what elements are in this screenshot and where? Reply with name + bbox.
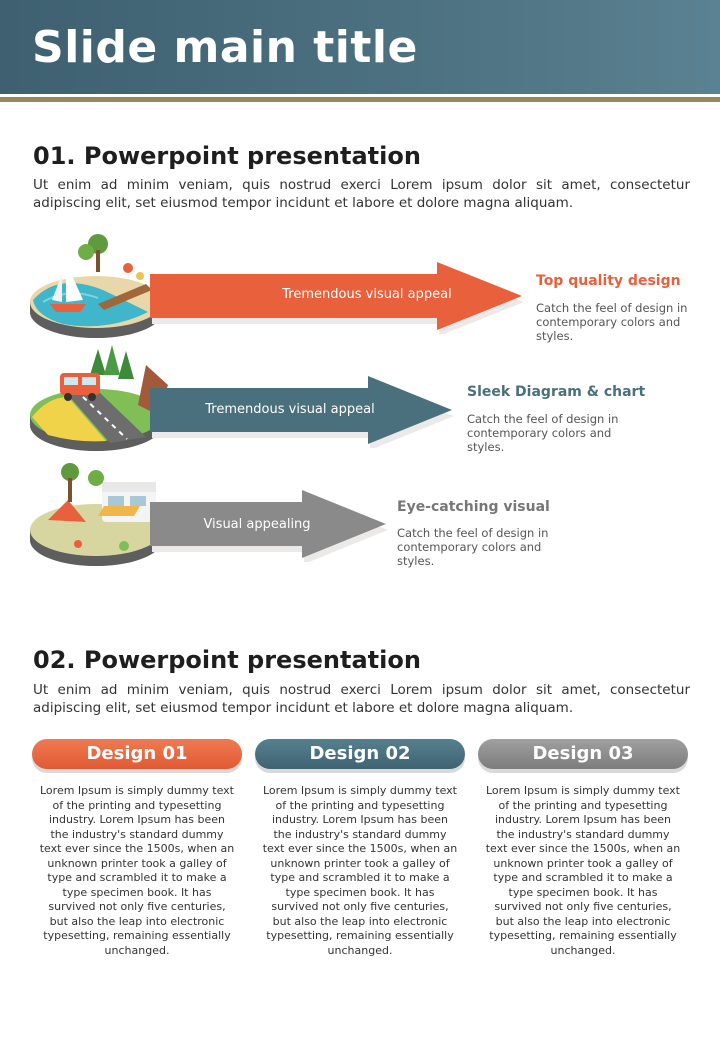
section1-title: 01. Powerpoint presentation	[33, 142, 421, 170]
section2-body: Ut enim ad minim veniam, quis nostrud exerci Lorem ipsum dolor sit amet, consectetur adipiscing elit, set eiusmod tempor incidunt et labore et dolore magna aliquam.	[33, 682, 690, 716]
design-01-label: Design 01	[86, 743, 188, 764]
slide-title: Slide main title	[32, 22, 418, 73]
title-banner	[0, 0, 720, 94]
section1-body: Ut enim ad minim veniam, quis nostrud exerci Lorem ipsum dolor sit amet, consectetur adipiscing elit, set eiusmod tempor incidunt et labore et dolore magna aliquam.	[33, 177, 690, 211]
feature-2-desc: Catch the feel of design in contemporary colors and styles.	[467, 412, 619, 454]
design-02-text: Lorem Ipsum is simply dummy text of the printing and typesetting industry. Lorem Ipsum has been the industry's standard dummy text ever since the 1500s, when an unknown printer took a galley of type and scrambled it to make a type specimen book. It has survived not only five centuries, but also the leap into electronic typesetting, remaining essentially unchanged.	[262, 784, 458, 957]
design-03-text: Lorem Ipsum is simply dummy text of the printing and typesetting industry. Lorem Ipsum has been the industry's standard dummy text ever since the 1500s, when an unknown printer took a galley of type and scrambled it to make a type specimen book. It has survived not only five centuries, but also the leap into electronic typesetting, remaining essentially unchanged.	[485, 784, 681, 957]
feature-1-title: Top quality design	[536, 273, 681, 289]
design-03-label: Design 03	[532, 743, 634, 764]
arrow-3-label: Visual appealing	[203, 517, 311, 532]
feature-3-desc: Catch the feel of design in contemporary colors and styles.	[397, 526, 549, 568]
camping-island-illustration	[28, 460, 168, 572]
design-01-pill	[32, 739, 242, 769]
feature-2-title: Sleek Diagram & chart	[467, 384, 646, 400]
feature-1-desc: Catch the feel of design in contemporary colors and styles.	[536, 301, 688, 343]
beach-island-illustration	[28, 232, 168, 344]
title-underline	[0, 97, 720, 102]
feature-3-title: Eye-catching visual	[397, 499, 550, 515]
design-03-pill	[478, 739, 688, 769]
arrow-2-label: Tremendous visual appeal	[205, 402, 375, 417]
design-02-pill	[255, 739, 465, 769]
road-island-illustration	[28, 345, 168, 457]
design-01-text: Lorem Ipsum is simply dummy text of the printing and typesetting industry. Lorem Ipsum has been the industry's standard dummy text ever since the 1500s, when an unknown printer took a galley of type and scrambled it to make a type specimen book. It has survived not only five centuries, but also the leap into electronic typesetting, remaining essentially unchanged.	[39, 784, 235, 957]
arrow-1-label: Tremendous visual appeal	[282, 287, 452, 302]
section2-title: 02. Powerpoint presentation	[33, 646, 421, 674]
design-02-label: Design 02	[309, 743, 411, 764]
